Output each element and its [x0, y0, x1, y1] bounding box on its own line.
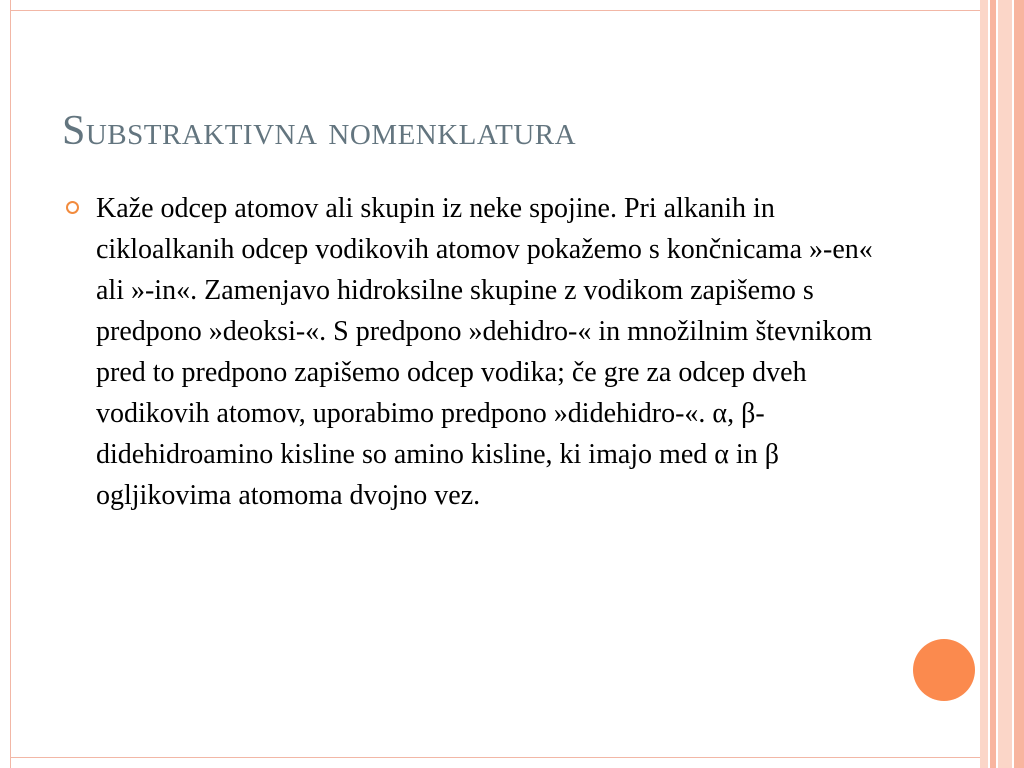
bullet-ring-icon	[66, 201, 79, 214]
decor-stripe	[980, 0, 988, 768]
decor-orange-circle	[913, 639, 975, 701]
bullet-text: Kaže odcep atomov ali skupin iz neke spojine. Pri alkanih in cikloalkanih odcep vodikovih atomov pokažemo s končnicama »-en« ali »-in«. Zamenjavo hidroksilne skupine z vodikom zapišemo s predpono »deoksi-«. S predpono »dehidro-« in množilnim števnikom pred to predpono zapišemo odcep vodika; če gre za odcep dveh vodikovih atomov, uporabimo predpono »didehidro-«. α, β-didehidroamino kisline so amino kisline, ki imajo med α in β ogljikovima atomoma dvojno vez.	[96, 193, 873, 511]
bullet-item	[62, 188, 882, 516]
frame-left-line	[10, 0, 11, 768]
frame-top-line	[10, 10, 980, 11]
decor-stripe	[998, 0, 1012, 768]
slide-content	[62, 188, 882, 516]
frame-bottom-line	[10, 757, 980, 758]
decor-stripe	[1014, 0, 1024, 768]
slide-title: Substraktivna nomenklatura	[62, 108, 577, 154]
